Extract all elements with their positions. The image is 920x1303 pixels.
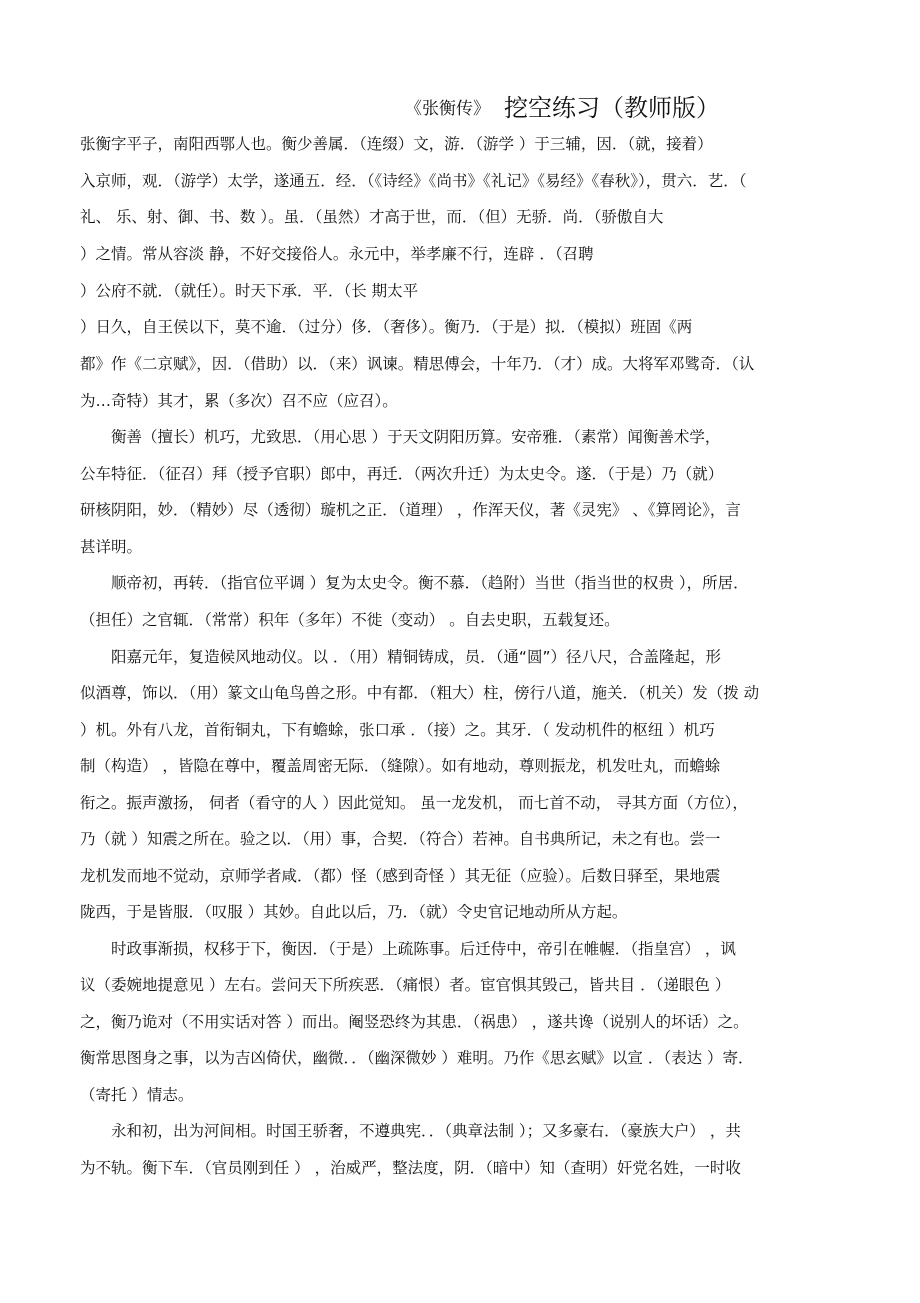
text-line: 顺帝初，再转．（指官位平调 ）复为太史令。衡不慕．（趋附）当世（指当世的权贵 ），所居． [80,574,749,592]
text-line: 议（委婉地提意见 ）左右。尝问天下所疾恶．（痛恨）者。宦官惧其毁己，皆共目 ．（递眼色 ） [80,976,731,994]
page-title [405,88,720,123]
text-line: 陇西，于是皆服．（叹服 ）其妙。自此以后，乃．（就）令史官记地动所从方起。 [80,903,628,921]
text-line: 似酒尊，饰以．（用）篆文山龟鸟兽之形。中有都．（粗大）柱，傍行八道，施关．（机关）发（拨 动 [80,684,760,702]
text-line: ）之情。常从容淡 静，不好交接俗人。永元中，举孝廉不行，连辟 ．（召聘 [80,245,594,263]
text-line: 衡善（擅长）机巧，尤致思．（用心思 ）于天文阴阳历算。安帝雅．（素常）闻衡善术学， [80,428,721,446]
title-book-name: 《张衡传》 [405,99,490,119]
text-line: 入京师，观．（游学）太学，遂通五．经．（《诗经》《尚书》《礼记》《易经》《春秋》），贯六．艺．（ [80,172,747,190]
text-line: 公车特征．（征召）拜（授予官职）郎中，再迁．（两次升迁）为太史令。遂．（于是）乃（就） [80,465,724,483]
text-line: 龙机发而地不觉动，京师学者咸．（都）怪（感到奇怪 ）其无征（应验）。后数日驿至，果地震 [80,867,721,885]
text-line: 永和初，出为河间相。时国王骄奢，不遵典宪．．（典章法制 ）；又多豪右．（豪族大户） ，共 [80,1122,741,1140]
text-line: 研核阴阳，妙．（精妙）尽（透彻）璇机之正．（道理） ，作浑天仪，著《灵宪》 、《算罔论》，言 [80,501,741,519]
text-line: 礼、 乐、射、御、书、数 ）。虽．（虽然）才高于世，而．（但）无骄．尚．（骄傲自大 [80,208,664,226]
text-line: 张衡字平子，南阳西鄂人也。衡少善属．（连缀）文，游．（游学 ）于三辅，因．（就，接着） [80,135,713,153]
text-line: 衔之。振声激扬， 伺者（看守的人 ）因此觉知。 虽一龙发机， 而七首不动， 寻其方面（方位）， [80,794,748,812]
text-line: ）公府不就．（就任）。时天下承．平．（长 期太平 [80,282,419,300]
text-line: 阳嘉元年，复造候风地动仪。以 ．（用）精铜铸成，员．（通“圆”）径八尺，合盖隆起，形 [80,648,721,666]
text-line: 为…奇特）其才，累（多次）召不应（应召）。 [80,392,398,410]
text-line: 之，衡乃诡对（不用实话对答 ）而出。阉竖恐终为其患．（祸患） ，遂共谗（说别人的坏话）之。 [80,1013,749,1031]
text-line: 衡常思图身之事，以为吉凶倚伏，幽微．．（幽深微妙 ）难明。乃作《思玄赋》以宣 ．（表达 ）寄． [80,1049,754,1067]
text-line: ）日久，自王侯以下，莫不逾．（过分）侈．（奢侈）。衡乃．（于是）拟．（模拟）班固《两 [80,318,693,336]
text-line: 都》作《二京赋》，因．（借助）以．（来）讽谏。精思傅会，十年乃．（才）成。大将军邓骘奇．（认 [80,355,755,373]
text-line: 为不轨。衡下车．（官员刚到任 ） ，治威严，整法度，阴．（暗中）知（查明）奸党名姓，一时收 [80,1159,741,1177]
text-line: 乃（就 ）知震之所在。验之以．（用）事，合契．（符合）若神。自书典所记，未之有也。尝一 [80,830,721,848]
text-line: （寄托 ）情志。 [80,1086,194,1104]
title-main: 挖空练习（教师版） [504,94,720,122]
text-line: 时政事渐损，权移于下，衡因．（于是）上疏陈事。后迁侍中，帝引在帷幄．（指皇宫） ，讽 [80,940,736,958]
text-line: ）机。外有八龙，首衔铜丸，下有蟾蜍，张口承 ．（接）之。其牙．（ 发动机件的枢纽 ）机巧 [80,721,715,739]
text-line: （担任）之官辄．（常常）积年（多年）不徙（变动） 。自去史职，五载复还。 [80,611,620,629]
text-line: 制（构造） ，皆隐在尊中，覆盖周密无际．（缝隙）。如有地动，尊则振龙，机发吐丸，而蟾蜍 [80,757,721,775]
text-line: 甚详明。 [80,538,143,556]
